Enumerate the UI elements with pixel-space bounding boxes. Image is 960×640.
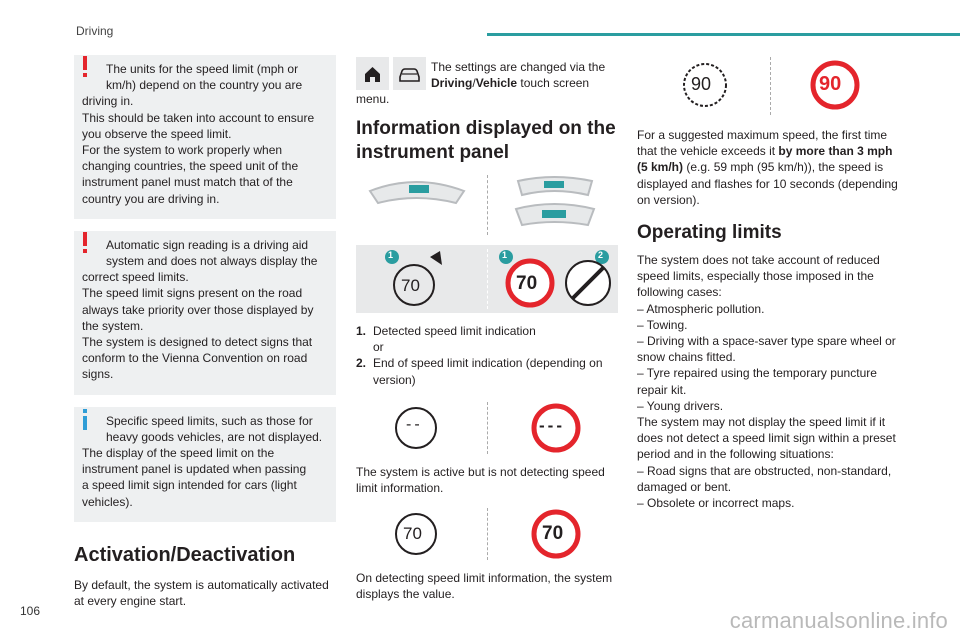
warning-line: This should be taken into account to ensure (82, 110, 315, 125)
indication-list (356, 323, 618, 388)
suggested-speed-signs (637, 57, 899, 117)
info-line: a speed limit sign intended for cars (light (82, 478, 297, 493)
active-text: The system is active but is not detecting speed limit information. (356, 464, 605, 496)
no-value-signs (356, 402, 618, 456)
settings-row (356, 55, 618, 105)
warning-line: signs. (82, 367, 114, 382)
header-accent-bar (487, 33, 960, 36)
situation-item: – Obsolete or incorrect maps. (637, 496, 795, 511)
case-item: – Towing. (637, 317, 688, 332)
settings-text-end: menu. (356, 92, 390, 106)
info-line: vehicles). (82, 494, 133, 509)
settings-text: The settings are changed via the Driving/Vehicle touch screen (431, 60, 606, 91)
sign-70-value: 70 (403, 524, 422, 544)
warning-line: always take priority over those displayed by (82, 302, 314, 317)
home-icon (356, 57, 389, 90)
section-title: Driving (76, 24, 114, 38)
activation-text: By default, the system is automatically activated at every engine start. (74, 577, 329, 609)
case-item: – Tyre repaired using the temporary puncture repair kit. (637, 366, 877, 397)
list-item: 2. End of speed limit indication (depending on version) (356, 356, 603, 387)
warning-line: The system is designed to detect signs that (82, 335, 313, 350)
suggested-speed-text: For a suggested maximum speed, the first time that the vehicle exceeds it by more than 3 mph (5 km/h) (e.g. 59 mph (95 km/h)), the speed is displayed and flashes for 10 seconds (depending on version). (637, 128, 898, 207)
sign-panel (356, 245, 618, 313)
case-item: – Atmospheric pollution. (637, 301, 765, 316)
warning-box-units (74, 55, 336, 219)
operating-intro: The system does not take account of reduced speed limits, especially those imposed in the following cases: (637, 253, 880, 300)
sign-90-outline-label: 90 (691, 74, 712, 94)
activation-heading: Activation/Deactivation (74, 543, 296, 566)
no-display-intro: The system may not display the speed limit if it does not detect a speed limit sign within a preset period and in the following situations: (637, 415, 896, 462)
detect-text: On detecting speed limit information, the system displays the value. (356, 571, 613, 602)
watermark: carmanualsonline.info (729, 608, 948, 633)
case-item: – Young drivers. (637, 398, 724, 413)
operating-heading: Operating limits (637, 222, 782, 244)
list-item: 1. Detected speed limit indication or (356, 324, 536, 355)
sign-red-70-label: 70 (516, 273, 538, 294)
warning-line: correct speed limits. (82, 270, 189, 285)
warning-box-sign-reading (74, 231, 336, 395)
info-line: Specific speed limits, such as those for (106, 413, 313, 428)
warning-line: system and does not always display the (106, 254, 318, 269)
pointer-arrow (430, 251, 442, 265)
case-item: – Driving with a space-saver type spare wheel or snow chains fitted. (637, 334, 896, 365)
callout-2-label: 2 (598, 250, 604, 260)
info-heading: Information displayed on the instrument panel (356, 118, 616, 163)
warning-line: km/h) depend on the country you are (106, 78, 303, 93)
value-signs (356, 508, 618, 562)
warning-line: For the system to work properly when (82, 143, 283, 158)
column-1 (74, 55, 336, 609)
sign-70-label: 70 (401, 276, 420, 295)
callout-1b-label: 1 (502, 250, 508, 260)
info-line: The display of the speed limit on the (82, 446, 275, 461)
suggested-sign-drawings (637, 57, 899, 117)
info-box-specific-limits (74, 407, 336, 522)
column-2 (356, 55, 618, 603)
warning-line: Automatic sign reading is a driving aid (106, 237, 309, 252)
dashes-short: -- (406, 415, 423, 433)
info-line: heavy goods vehicles, are not displayed. (106, 429, 323, 444)
warning-line: driving in. (82, 94, 134, 109)
vehicle-icon (393, 57, 426, 90)
dashes-long: --- (539, 415, 565, 435)
warning-line: country you are driving in. (82, 191, 220, 206)
info-line: instrument panel is updated when passing (82, 462, 307, 477)
warning-line: conform to the Vienna Convention on road (82, 351, 308, 366)
page-number: 106 (20, 604, 41, 618)
warning-line: The units for the speed limit (mph or (106, 62, 299, 76)
instrument-panel-illustrations (356, 175, 618, 237)
warning-line: instrument panel must match that of the (82, 175, 293, 190)
column-3 (637, 55, 899, 511)
callout-1-label: 1 (388, 250, 394, 260)
warning-line: changing countries, the speed unit of the (82, 159, 299, 174)
sign-90-red-label: 90 (819, 73, 842, 95)
sign-red-70-value: 70 (542, 523, 564, 545)
situation-item: – Road signs that are obstructed, non-standard, damaged or bent. (637, 463, 892, 494)
warning-line: The speed limit signs present on the road (82, 286, 303, 301)
warning-line: the system. (82, 318, 144, 333)
warning-line: you observe the speed limit. (82, 126, 232, 141)
